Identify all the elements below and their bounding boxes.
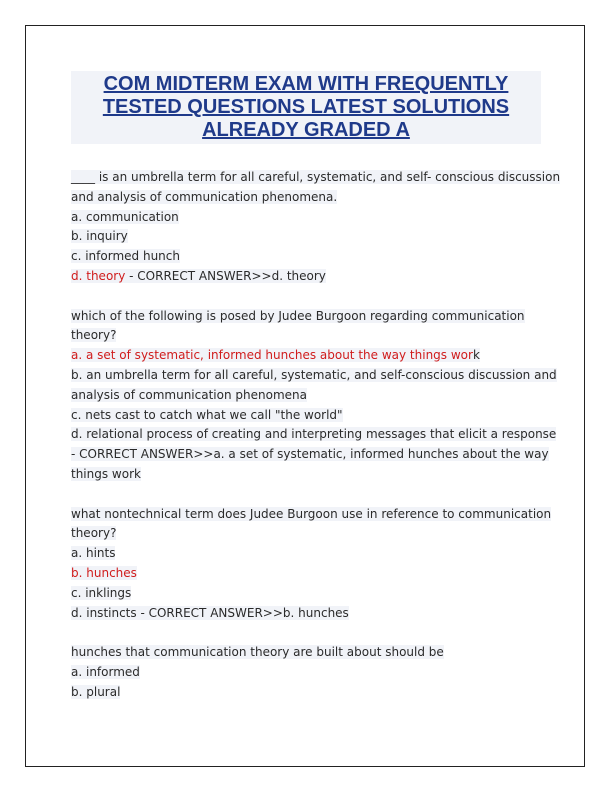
question-2-option-b: b. an umbrella term for all careful, systematic, and self-conscious discussion and xyxy=(71,367,557,382)
document-title xyxy=(71,71,541,144)
question-3-option-b-correct: b. hunches xyxy=(71,565,137,580)
question-2-option-a-tail: k xyxy=(472,348,480,363)
question-2-answer-cont: things work xyxy=(71,466,141,481)
question-4-option-b: b. plural xyxy=(71,684,121,699)
question-1-option-b: b. inquiry xyxy=(71,229,128,244)
title-line-3: ALREADY GRADED A xyxy=(202,119,410,141)
question-2-stem: which of the following is posed by Judee Burgoon regarding communication xyxy=(71,308,525,323)
question-3-stem-cont: theory? xyxy=(71,526,117,541)
question-1-option-a: a. communication xyxy=(71,209,179,224)
title-line-2: TESTED QUESTIONS LATEST SOLUTIONS xyxy=(102,96,510,118)
question-3-answer: - CORRECT ANSWER>>b. hunches xyxy=(136,605,349,620)
question-3-stem: what nontechnical term does Judee Burgoon use in reference to communication xyxy=(71,506,552,521)
question-2-stem-cont: theory? xyxy=(71,328,117,343)
question-1-option-d-correct: d. theory xyxy=(71,268,126,283)
document-body xyxy=(71,168,561,703)
question-3-option-a: a. hints xyxy=(71,546,116,561)
question-1-answer: - CORRECT ANSWER>>d. theory xyxy=(125,268,326,283)
question-4-option-a: a. informed xyxy=(71,664,140,679)
question-1-stem: ____ is an umbrella term for all careful, systematic, and self- conscious discussion xyxy=(71,170,561,184)
question-2-option-a-correct: a. a set of systematic, informed hunches about the way things wor xyxy=(71,348,473,363)
question-3-option-c: c. inklings xyxy=(71,585,132,600)
question-1-option-c: c. informed hunch xyxy=(71,249,180,264)
question-3-option-d: d. instincts xyxy=(71,605,137,620)
title-line-1: COM MIDTERM EXAM WITH FREQUENTLY xyxy=(103,73,509,95)
question-4-stem: hunches that communication theory are built about should be xyxy=(71,645,444,660)
question-1-stem-cont: and analysis of communication phenomena. xyxy=(71,189,338,204)
question-2-option-d: d. relational process of creating and interpreting messages that elicit a response xyxy=(71,427,557,442)
question-2-option-b-cont: analysis of communication phenomena xyxy=(71,387,307,402)
question-2-answer: - CORRECT ANSWER>>a. a set of systematic, informed hunches about the way xyxy=(71,447,549,462)
question-2-option-c: c. nets cast to catch what we call "the world" xyxy=(71,407,343,422)
